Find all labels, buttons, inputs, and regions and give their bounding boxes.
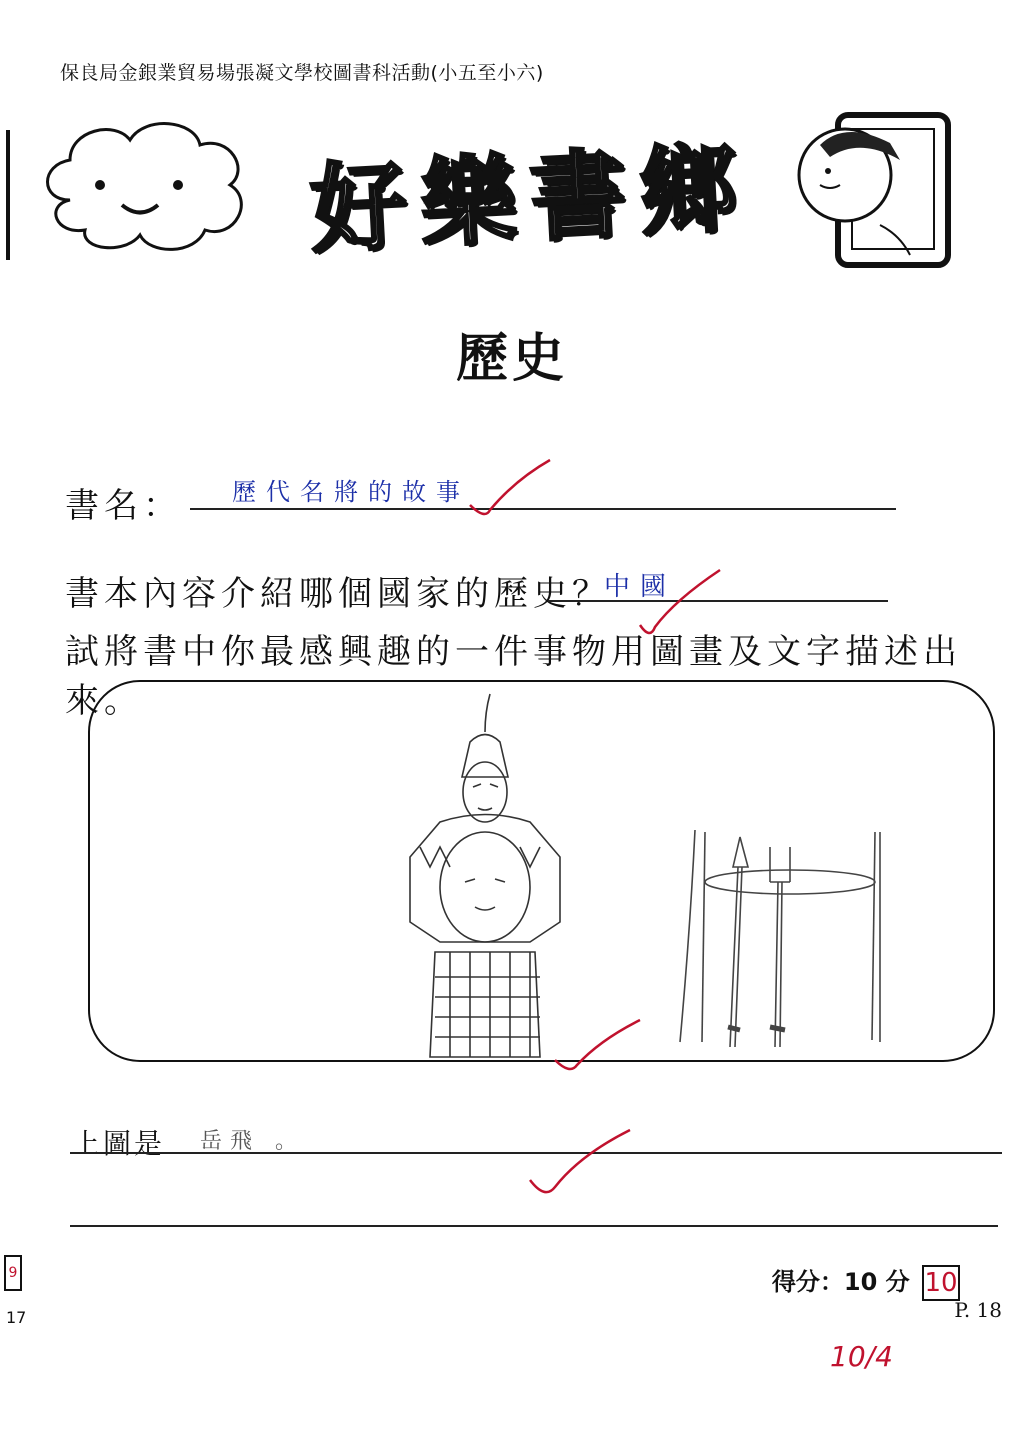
country-answer: 中國 (604, 572, 677, 602)
banner-title: 好樂書鄉 (307, 130, 754, 267)
margin-score-box: 9 (4, 1255, 22, 1291)
book-name-label: 書名： (65, 486, 182, 526)
page-title: 歷史 (455, 328, 568, 389)
caption-label: 上圖是 (72, 1127, 166, 1160)
describe-instruction: 試將書中你最感興趣的一件事物用圖畫及文字描述出來。 (65, 632, 962, 721)
check-mark-icon (545, 1015, 645, 1085)
score-label: 得分：10 分 (771, 1268, 910, 1296)
blank-answer-line (70, 1205, 998, 1227)
check-mark-icon (520, 1125, 640, 1205)
book-name-answer: 歷代名將的故事 (232, 478, 470, 506)
school-header: 保良局金銀業貿易場張凝文學校圖書科活動(小五至小六) (60, 62, 544, 84)
page-number: P. 18 (954, 1298, 1002, 1322)
score (772, 1262, 960, 1301)
country-question: 書本內容介紹哪個國家的歷史？ (65, 574, 611, 614)
banner (30, 105, 980, 280)
teacher-date-mark: 10/4 (830, 1340, 893, 1373)
weapon-rack-drawing (90, 682, 997, 1064)
binding-edge (6, 130, 10, 260)
score-value: 10 (922, 1265, 960, 1301)
check-mark-icon (460, 455, 560, 525)
margin-page-number: 17 (6, 1308, 27, 1327)
drawing-box (88, 680, 995, 1062)
caption-answer: 岳飛 。 (200, 1129, 305, 1154)
